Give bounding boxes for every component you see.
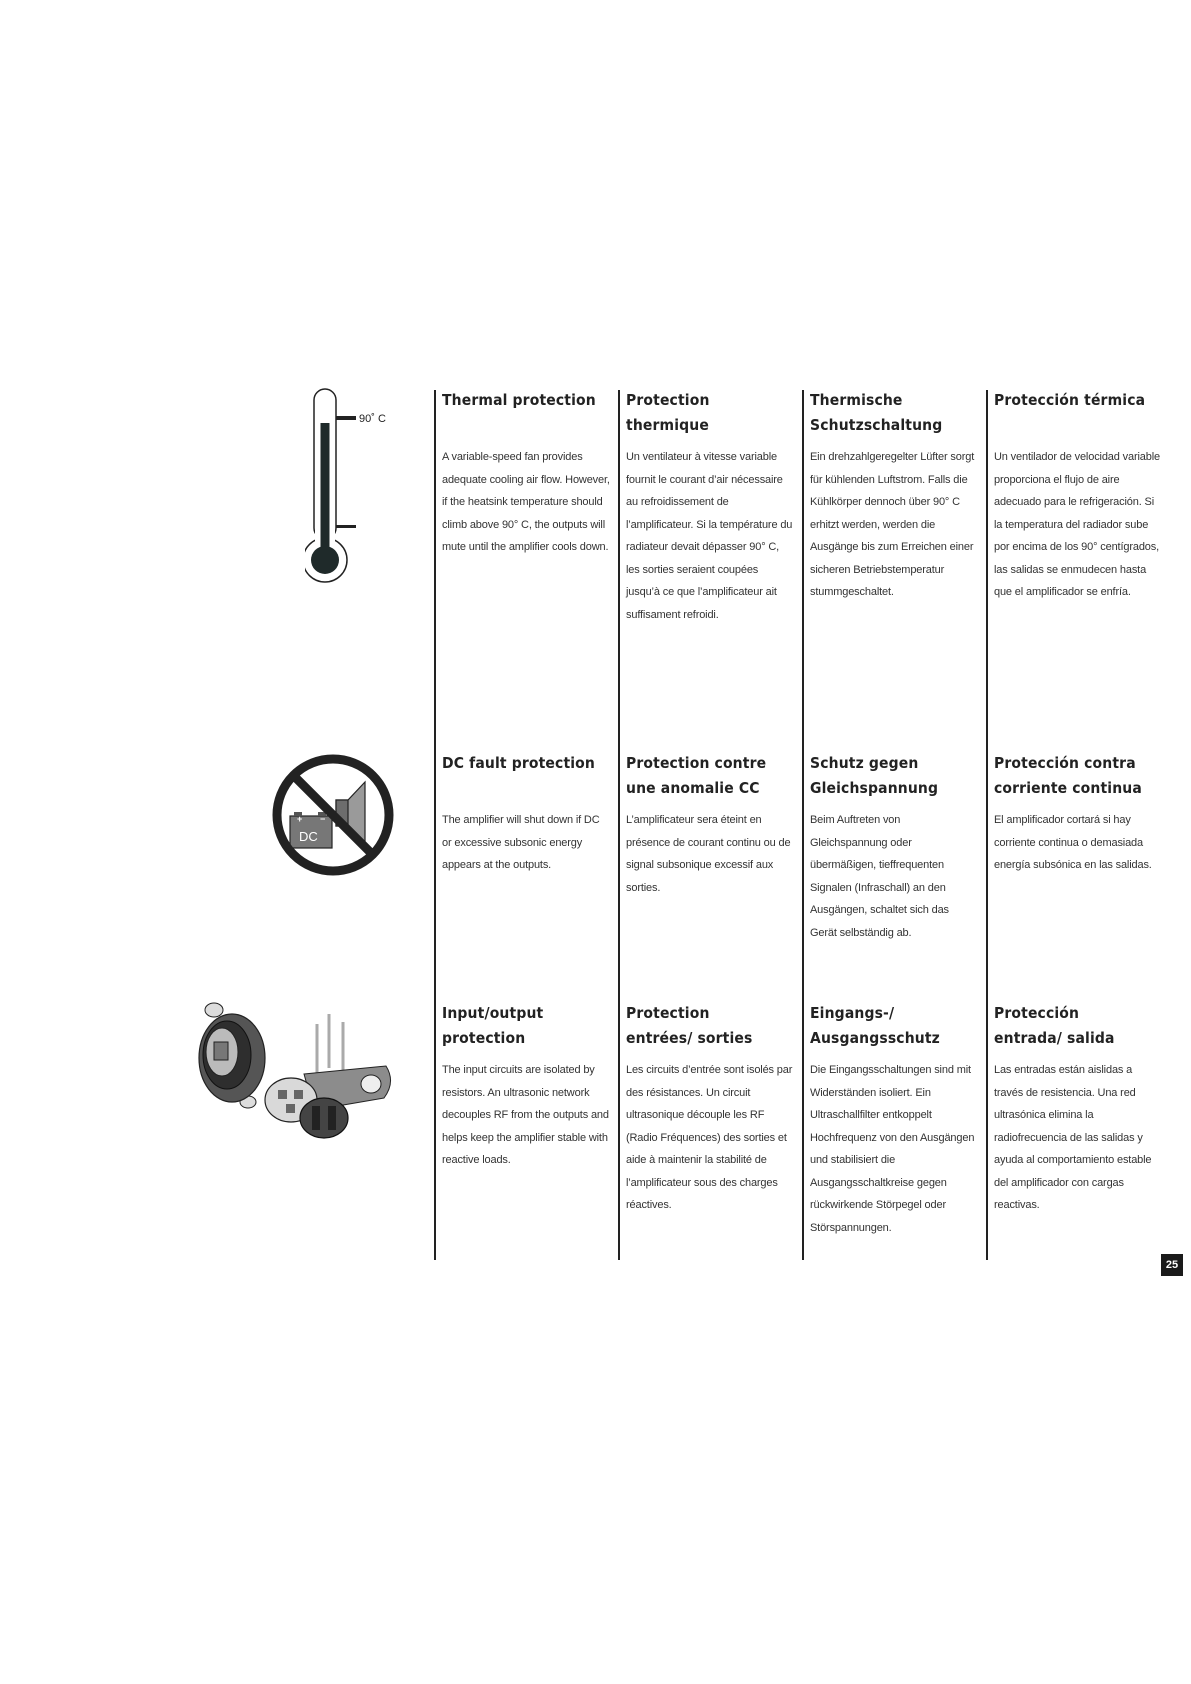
no-dc-icon [268,750,398,880]
column-rule [618,390,620,1260]
column-english [442,751,610,871]
temperature-label: 90˚ C [359,413,386,425]
section-body: Les circuits d’entrée sont isolés par des résistances. Un circuit ultrasonique découple les RF (Radio Fréquences) des sorties et aide à maintenir la stabilité de l’amplificateur sous des charges réactives. [626,1064,793,1211]
column-german [810,751,978,939]
column-german [810,1001,978,1234]
section-body: Ein drehzahlgeregelter Lüfter sorgt für kühlenden Luftstrom. Falls die Kühlkörper dennoch über 90° C erhitzt werden, werden die Ausgänge bis zum Erreichen einer sicheren Betriebstemperatur stummgeschaltet. [810,451,975,598]
column-german [810,388,978,598]
column-french [626,1001,794,1211]
section-heading: Thermal protection [442,391,596,409]
column-spanish [994,1001,1162,1211]
column-spanish [994,751,1162,871]
column-english [442,388,610,553]
section-heading: DC fault protection [442,754,595,772]
column-rule [434,390,436,1260]
section-heading: Schutz gegen Gleichspannung [810,754,939,797]
section-body: Die Eingangsschaltungen sind mit Widerständen isoliert. Ein Ultraschallfilter entkoppelt Hochfrequenz von den Ausgängen und stabilisiert die Ausgangsschaltkreise gegen rückwirkende Störpegel oder Störspannungen. [810,1064,975,1234]
section-body: Las entradas están aislidas a través de resistencia. Una red ultrasónica elimina la radiofrecuencia de las salidas y ayuda al comportamiento estable del amplificador con cargas reactivas. [994,1064,1152,1211]
section-heading: Protección entrada/ salida [994,1004,1115,1047]
section-heading: Protección térmica [994,391,1146,409]
section-heading: Protection contre une anomalie CC [626,754,767,797]
section-heading: Protection entrées/ sorties [626,1004,753,1047]
column-english [442,1001,610,1166]
connector-icon [196,1000,406,1140]
section-body: Beim Auftreten von Gleichspannung oder übermäßigen, tieffrequenten Signalen (Infraschall) an den Ausgängen, schaltet sich das Gerät selbständig ab. [810,814,949,939]
svg-text:−: − [320,814,326,824]
section-body: El amplificador cortará si hay corriente continua o demasiada energía subsónica en las salidas. [994,814,1152,871]
dc-label: DC [299,829,318,844]
column-rule [802,390,804,1260]
svg-text:+: + [297,814,303,824]
section-heading: Eingangs-/ Ausgangsschutz [810,1004,940,1047]
column-rule [986,390,988,1260]
page-number: 25 [1161,1254,1183,1276]
column-spanish [994,388,1162,598]
section-heading: Thermische Schutzschaltung [810,391,943,434]
section-heading: Input/output protection [442,1004,544,1047]
section-body: Un ventilador de velocidad variable proporciona el flujo de aire adecuado para le refrigeración. Si la temperatura del radiador sube por encima de los 90° centígrados, las salidas se enmudecen hasta que el amplificador se enfría. [994,451,1160,598]
column-french [626,751,794,894]
section-heading: Protection thermique [626,391,710,434]
section-body: A variable-speed fan provides adequate cooling air flow. However, if the heatsink temperature should climb above 90° C, the outputs will mute until the amplifier cools down. [442,451,610,553]
section-heading: Protección contra corriente continua [994,754,1142,797]
section-body: Un ventilateur à vitesse variable fournit le courant d’air nécessaire au refroidissement de l’amplificateur. Si la température du radiateur devait dépasser 90° C, les sorties seraient coupées jusqu’à ce que l’amplificateur ait suffisament refroidi. [626,451,793,621]
section-body: L’amplificateur sera éteint en présence de courant continu ou de signal subsonique excessif aux sorties. [626,814,791,894]
thermometer-icon [305,385,405,590]
section-body: The input circuits are isolated by resistors. An ultrasonic network decouples RF from the outputs and helps keep the amplifier stable with reactive loads. [442,1064,609,1166]
section-body: The amplifier will shut down if DC or excessive subsonic energy appears at the outputs. [442,814,600,871]
column-french [626,388,794,621]
